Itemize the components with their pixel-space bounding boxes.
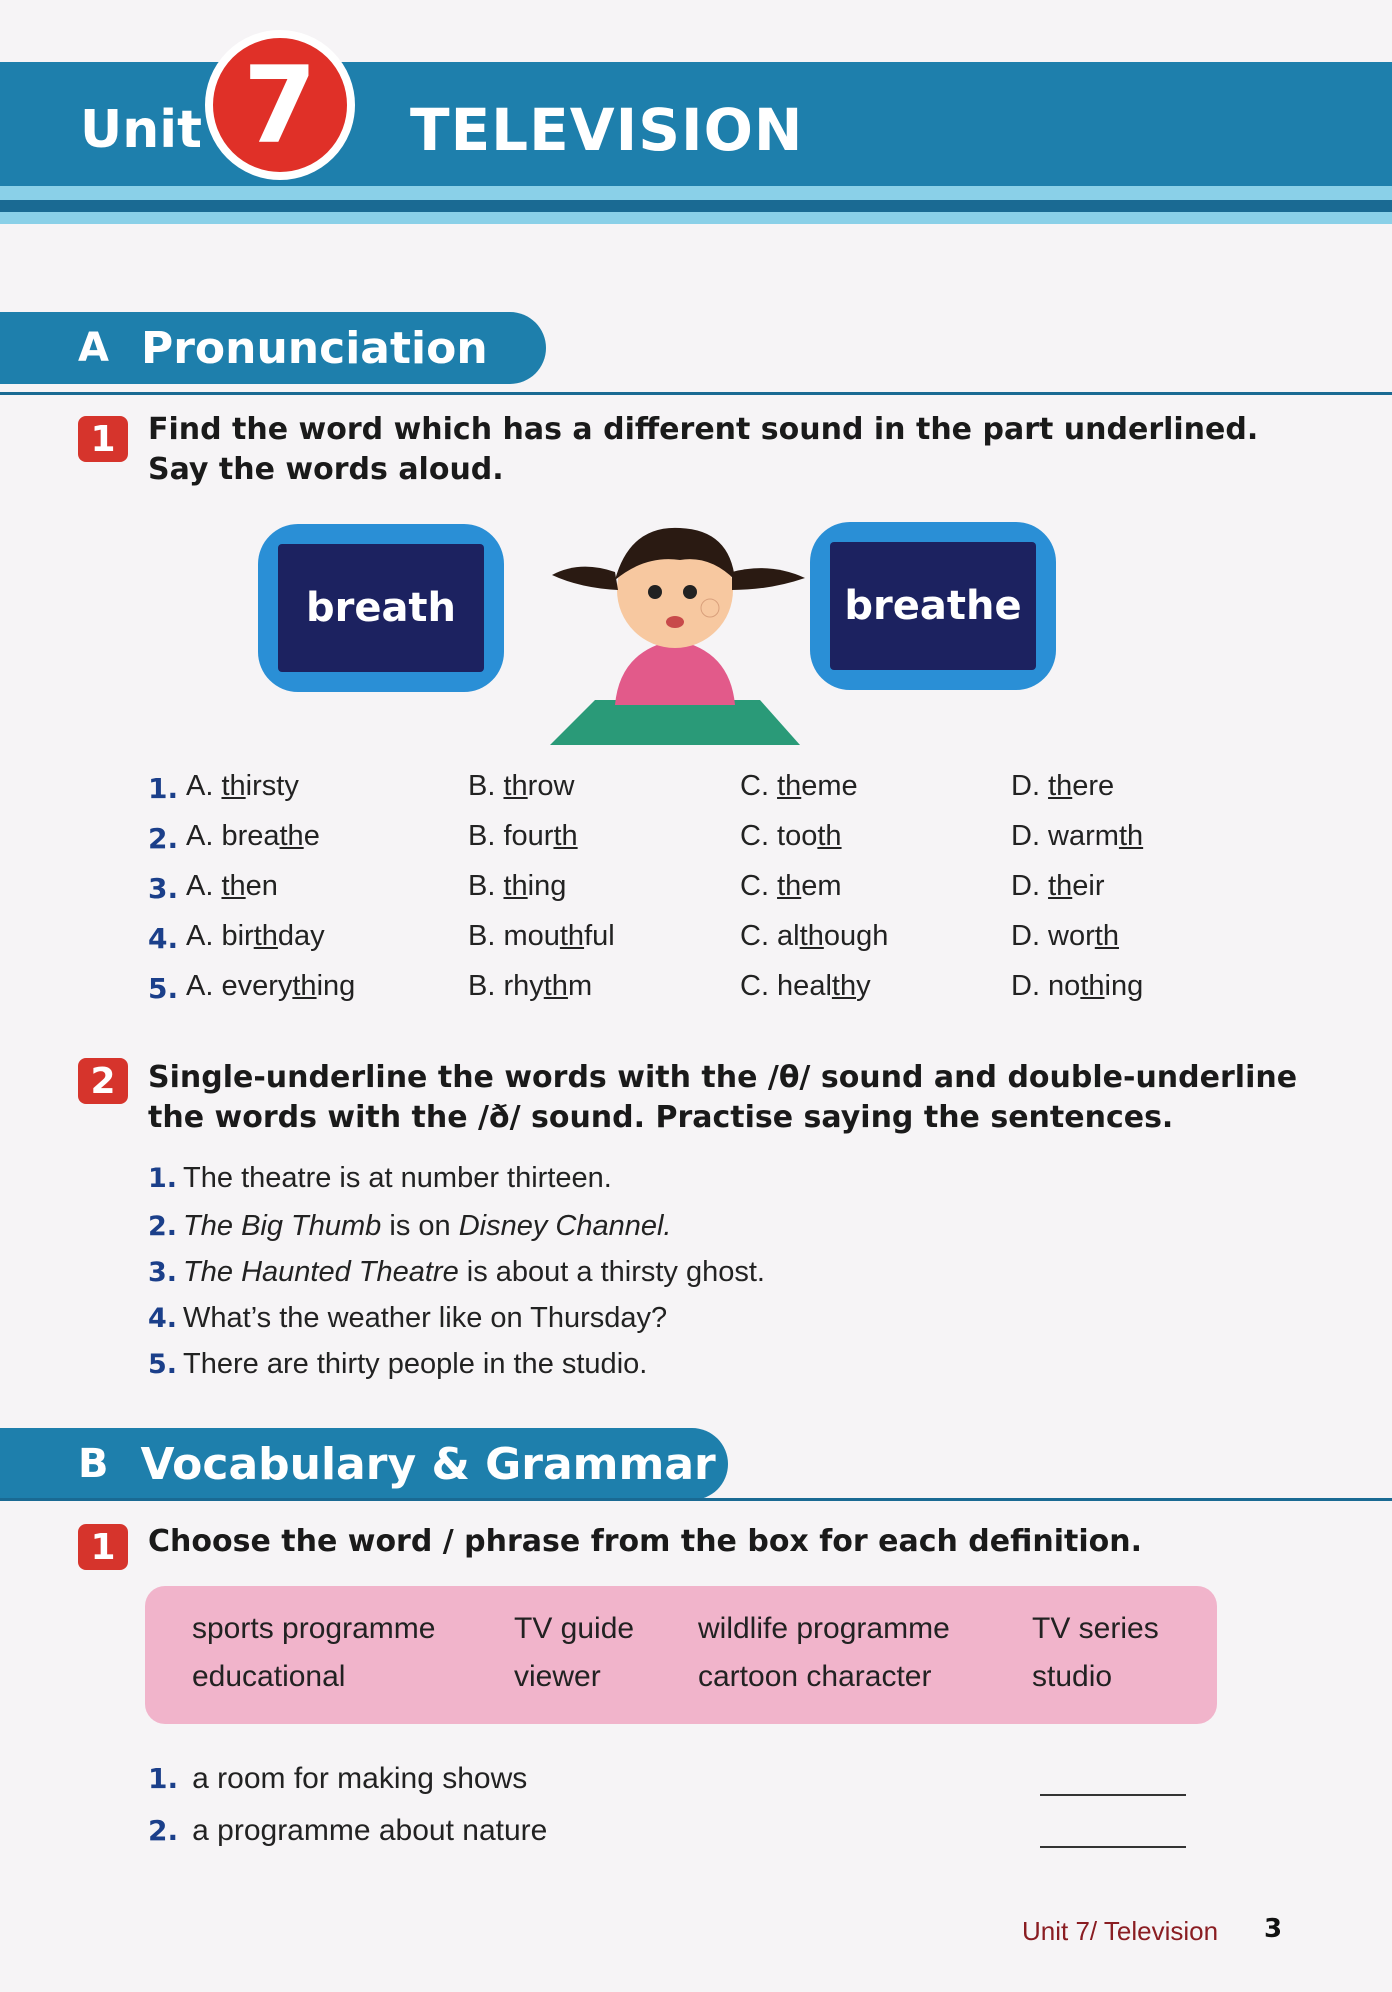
option-a: A. birthday [186, 920, 325, 952]
underlined-part: th [1094, 920, 1119, 952]
section-b-tab [0, 1428, 728, 1500]
option-d: D. warmth [1011, 820, 1144, 852]
sentence: 1. The theatre is at number thirteen. [148, 1162, 612, 1194]
word-box-item: viewer [514, 1660, 601, 1693]
girl-illustration [520, 510, 830, 750]
option-d: D. nothing [1011, 970, 1144, 1002]
answer-blank[interactable] [1040, 1794, 1186, 1796]
unit-number-badge: 7 [205, 30, 355, 180]
question-number: 1. [148, 772, 179, 805]
exercise-b1-instruction: Choose the word / phrase from the box for each definition. [148, 1524, 1142, 1559]
underlined-part: th [253, 920, 278, 952]
section-a-rule [0, 392, 1392, 395]
exercise-a1-instruction-line2: Say the words aloud. [148, 452, 504, 487]
option-d: D. worth [1011, 920, 1119, 952]
sentence: 2. The Big Thumb is on Disney Channel. [148, 1210, 672, 1242]
underlined-part: th [221, 870, 246, 902]
page-number: 3 [1264, 1914, 1283, 1944]
underlined-part: th [221, 770, 246, 802]
underlined-part: th [559, 920, 585, 952]
option-d: D. there [1011, 770, 1115, 802]
underlined-part: th [1048, 770, 1073, 802]
exercise-a1-number: 1 [78, 416, 128, 462]
option-a: A. then [186, 870, 278, 902]
option-c: C. healthy [740, 970, 871, 1002]
footer-unit-label: Unit 7/ Television [1022, 1916, 1219, 1946]
word-card-breathe [810, 522, 1056, 690]
unit-title: TELEVISION [410, 96, 804, 164]
underlined-part: th [817, 820, 842, 852]
banner-stripe-dark [0, 200, 1392, 212]
sentence: 5. There are thirty people in the studio. [148, 1348, 648, 1380]
underlined-part: th [799, 920, 824, 952]
word-box-item: sports programme [192, 1612, 436, 1645]
definition-item: 2. a programme about nature [148, 1814, 548, 1847]
exercise-a2-instruction-line1: Single-underline the words with the /θ/ sound and double-underline [148, 1060, 1298, 1095]
option-b: B. rhythm [468, 970, 593, 1002]
word-card-breath [258, 524, 504, 692]
section-b-title: Vocabulary & Grammar [140, 1438, 716, 1490]
answer-blank[interactable] [1040, 1846, 1186, 1848]
exercise-a2-number: 2 [78, 1058, 128, 1104]
option-d: D. their [1011, 870, 1105, 902]
option-b: B. throw [468, 770, 575, 802]
definition-item: 1. a room for making shows [148, 1762, 528, 1795]
word-card-breathe-label: breathe [830, 542, 1036, 670]
underlined-part: th [1118, 820, 1144, 852]
option-c: C. although [740, 920, 889, 952]
underlined-part: th [777, 870, 802, 902]
word-card-breath-label: breath [278, 544, 484, 672]
sentence: 4. What’s the weather like on Thursday? [148, 1302, 668, 1334]
option-c: C. them [740, 870, 842, 902]
word-box-item: educational [192, 1660, 346, 1693]
underlined-part: th [292, 970, 317, 1002]
underlined-part: th [831, 970, 857, 1002]
exercise-a2-instruction [148, 1058, 1297, 1138]
option-a: A. breathe [186, 820, 320, 852]
word-box [145, 1586, 1217, 1724]
exercise-b1-number: 1 [78, 1524, 128, 1570]
option-c: C. tooth [740, 820, 842, 852]
option-b: B. mouthful [468, 920, 615, 952]
sentence: 3. The Haunted Theatre is about a thirsty ghost. [148, 1256, 765, 1288]
underlined-part: th [503, 770, 528, 802]
question-number: 3. [148, 872, 179, 905]
option-b: B. thing [468, 870, 567, 902]
option-a: A. everything [186, 970, 356, 1002]
underlined-part: th [279, 820, 304, 852]
word-box-item: wildlife programme [698, 1612, 950, 1645]
option-b: B. fourth [468, 820, 578, 852]
word-box-item: TV series [1032, 1612, 1159, 1645]
word-box-item: cartoon character [698, 1660, 932, 1693]
section-a-tab [0, 312, 546, 384]
word-box-item: studio [1032, 1660, 1113, 1693]
unit-label: Unit [80, 100, 202, 160]
word-box-item: TV guide [514, 1612, 635, 1645]
option-c: C. theme [740, 770, 858, 802]
exercise-a1-instruction [148, 410, 1258, 490]
exercise-a2-instruction-line2: the words with the /ð/ sound. Practise saying the sentences. [148, 1100, 1174, 1135]
underlined-part: th [1080, 970, 1105, 1002]
option-a: A. thirsty [186, 770, 299, 802]
section-b-letter: B [78, 1441, 109, 1487]
underlined-part: th [553, 820, 578, 852]
underlined-part: th [543, 970, 568, 1002]
section-b-rule [0, 1498, 1392, 1501]
underlined-part: th [1048, 870, 1073, 902]
question-number: 4. [148, 922, 179, 955]
question-number: 2. [148, 822, 179, 855]
underlined-part: th [503, 870, 528, 902]
exercise-a1-instruction-line1: Find the word which has a different sound in the part underlined. [148, 412, 1259, 447]
section-a-title: Pronunciation [140, 322, 488, 374]
section-a-letter: A [78, 325, 109, 371]
underlined-part: th [777, 770, 802, 802]
question-number: 5. [148, 972, 179, 1005]
